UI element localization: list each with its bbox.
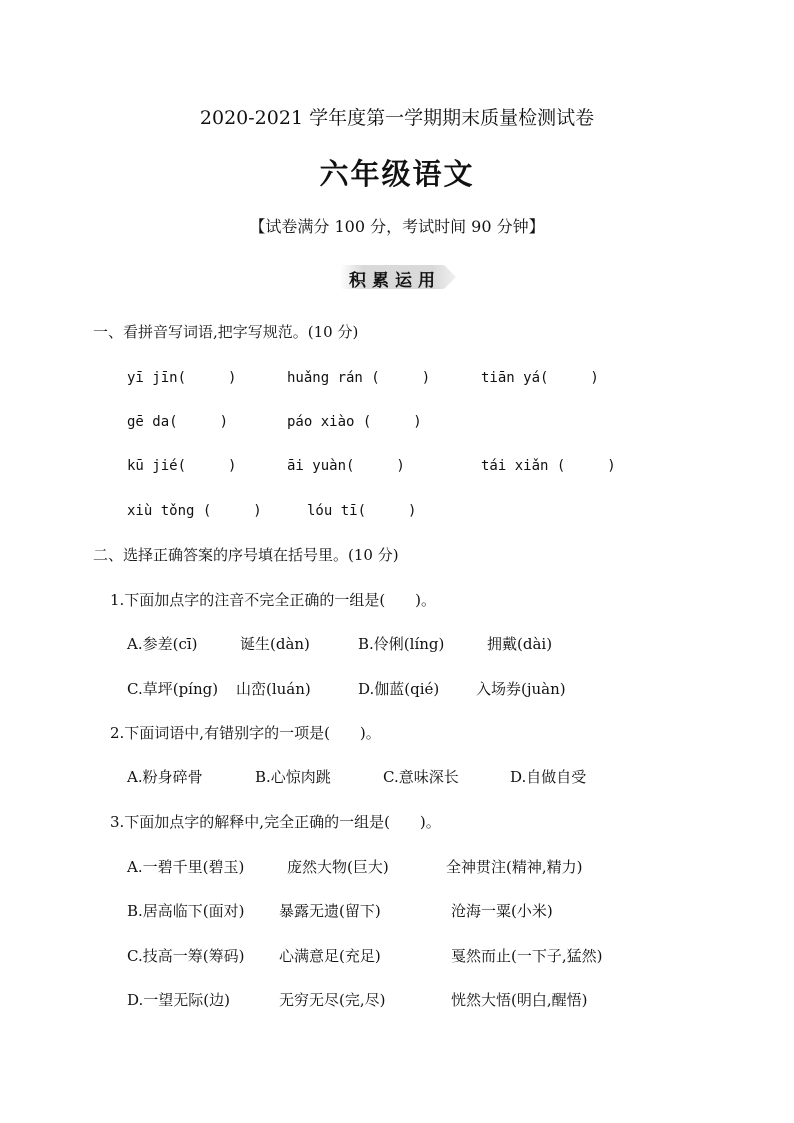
q1-item: āi yuàn( ) [287,458,405,474]
q2-sub1-option: B.伶俐(líng) [358,635,445,653]
q1-item: gē da( ) [127,414,229,430]
q2-sub2-prompt: 2.下面词语中,有错别字的一项是( )。 [110,724,381,742]
q2-sub1-option: 拥戴(dài) [487,635,553,653]
q1-item: tiān yá( ) [481,370,599,386]
q1-item: tái xiǎn ( ) [481,458,616,474]
score-note: 【试卷满分 100 分，考试时间 90 分钟】 [249,217,545,236]
q2-sub3-option: 庞然大物(巨大) [287,858,389,876]
q2-sub3-option: 暴露无遗(留下) [279,902,381,920]
section-banner-label: 积累运用 [349,271,441,291]
q2-sub1-option: 山峦(luán) [236,680,311,698]
q2-sub1-option: 入场券(juàn) [476,680,566,698]
q1-item: huǎng rán ( ) [287,370,431,386]
q2-sub3-option: 心满意足(充足) [279,947,381,965]
q1-item: páo xiào ( ) [287,414,422,430]
q2-sub1-option: C.草坪(píng) [127,680,219,698]
q2-sub3-option: A.一碧千里(碧玉) [127,858,245,876]
subject-title: 六年级语文 [319,157,475,191]
q2-sub3-option: 戛然而止(一下子,猛然) [451,947,603,965]
q1-item: lóu tī( ) [307,503,417,519]
q2-sub3-option: 恍然大悟(明白,醒悟) [451,991,588,1009]
q2-sub3-option: D.一望无际(边) [127,991,230,1009]
q2-sub2-option: B.心惊肉跳 [255,768,331,786]
q2-sub1-option: A.参差(cī) [127,635,198,653]
q1-item: yī jīn( ) [127,370,237,386]
exam-title: 2020-2021 学年度第一学期期末质量检测试卷 [199,107,595,129]
q1-prompt: 一、看拼音写词语,把字写规范。(10 分) [93,323,359,341]
q1-item: xiù tǒng ( ) [127,503,262,519]
section-banner [336,262,458,292]
q2-sub2-option: D.自做自受 [510,768,587,786]
q2-sub3-option: 无穷无尽(完,尽) [279,991,386,1009]
q2-sub3-option: B.居高临下(面对) [127,902,245,920]
q2-sub1-prompt: 1.下面加点字的注音不完全正确的一组是( )。 [110,591,437,609]
q2-sub1-option: 诞生(dàn) [240,635,310,653]
q2-prompt: 二、选择正确答案的序号填在括号里。(10 分) [93,546,399,564]
q2-sub2-option: C.意味深长 [383,768,459,786]
q2-sub3-option: 全神贯注(精神,精力) [446,858,583,876]
q2-sub1-option: D.伽蓝(qié) [358,680,440,698]
q2-sub3-prompt: 3.下面加点字的解释中,完全正确的一组是( )。 [110,813,441,831]
q2-sub3-option: C.技高一筹(筹码) [127,947,245,965]
q1-item: kū jié( ) [127,458,237,474]
q2-sub2-option: A.粉身碎骨 [127,768,203,786]
q2-sub3-option: 沧海一粟(小米) [451,902,553,920]
